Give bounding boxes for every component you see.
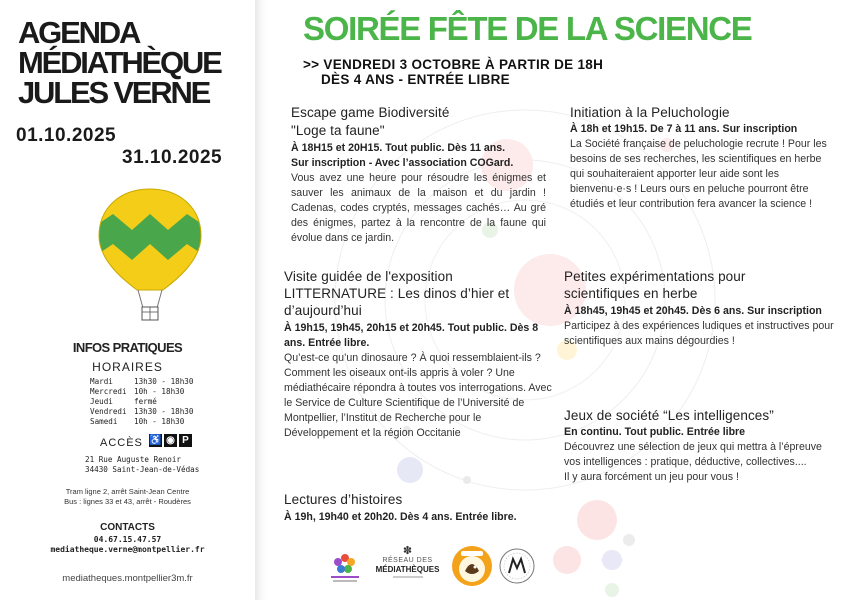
university-logo xyxy=(499,548,535,584)
event-subtitle xyxy=(303,57,603,87)
event-lectures xyxy=(284,491,559,525)
event-title-line: d’aujourd’hui xyxy=(284,303,362,318)
hours-row xyxy=(90,417,193,427)
agenda-title-line-2: MÉDIATHÈQUE xyxy=(18,45,221,80)
event-peluchologie xyxy=(570,104,835,212)
event-description: La Société française de peluchologie recrute ! Pour les besoins de ses recherches, les scientifiques en herbe qui souhaiteraient apporter leur aide sont les bienvenu·e·s ! Leurs ours en peluche pourront être étudiés et leur contribution fera avancer la science ! xyxy=(570,138,827,210)
hours-day: Mardi xyxy=(90,377,113,386)
event-title-line: Visite guidée de l'exposition xyxy=(284,269,453,284)
hours-row xyxy=(90,387,193,397)
hours-day: Vendredi xyxy=(90,407,127,416)
reseau-star-icon: ✽ xyxy=(402,545,413,557)
parking-icon: P xyxy=(179,434,192,447)
tram-line: Tram ligne 2, arrêt Saint-Jean Centre xyxy=(65,487,190,496)
event-description: Participez à des expériences ludiques et instructives pour scientifiques aux mains dégourdies ! xyxy=(564,320,834,347)
left-panel xyxy=(0,0,255,600)
event-title-line: "Loge ta faune" xyxy=(291,123,385,138)
event-escape-game xyxy=(291,104,546,246)
agenda-title-line-3: JULES VERNE xyxy=(18,75,210,110)
horaires-title: HORAIRES xyxy=(92,360,163,374)
address xyxy=(85,455,199,475)
cogard-logo xyxy=(451,545,493,587)
hours-table xyxy=(90,377,193,427)
hours-time: 10h - 18h30 xyxy=(134,417,185,426)
hours-day: Jeudi xyxy=(90,397,113,406)
event-info: À 19h, 19h40 et 20h20. Dès 4 ans. Entrée libre. xyxy=(284,511,517,523)
transport-info xyxy=(0,487,255,507)
event-description: Vous avez une heure pour résoudre les énigmes et sauver les animaux de la maison et du jardin ! Cadenas, codes cryptés, messages cachés… Au gré des énigmes, partez à la rencontre de la faune qui évolue dans ce jardin. xyxy=(291,172,546,244)
hours-row xyxy=(90,407,193,417)
event-description: Découvrez une sélection de jeux qui mettra à l’épreuve vos intelligences : pratique, déductive, collectives.... xyxy=(564,441,822,468)
phone-number[interactable]: 04.67.15.47.57 xyxy=(93,535,162,544)
date-end: 31.10.2025 xyxy=(122,147,223,168)
event-jeux-de-societe xyxy=(564,407,839,485)
event-info: À 18h45, 19h45 et 20h45. Dès 6 ans. Sur inscription xyxy=(564,305,822,317)
hot-air-balloon-illustration xyxy=(95,186,205,326)
reseau-mediatheques-logo xyxy=(370,546,445,578)
hours-row xyxy=(90,397,193,407)
bus-line: Bus : lignes 33 et 43, arrêt - Roudères xyxy=(64,497,191,506)
event-description: Qu’est-ce qu’un dinosaure ? À quoi ressemblaient-ils ? Comment les oiseaux ont-ils appris à voler ? Une médiathécaire répondra à toutes vos interrogations. Avec le Service de Culture Scientifique de l’Université de Montpellier, l’Institut de Recherche pour le Développement et la région Occitanie xyxy=(284,352,552,439)
event-title-line: Lectures d’histoires xyxy=(284,492,403,507)
event-info: Sur inscription - Avec l’association COGard. xyxy=(291,157,514,169)
address-line-1: 21 Rue Auguste Renoir xyxy=(85,455,182,464)
event-description: Il y aura forcément un jeu pour vous ! xyxy=(564,471,739,483)
wifi-icon: ◉ xyxy=(164,434,177,447)
hours-time: 13h30 - 18h30 xyxy=(134,407,194,416)
event-title-line: LITTERNATURE : Les dinos d’hier et xyxy=(284,286,510,301)
page-fold xyxy=(255,0,267,600)
event-title-line: Escape game Biodiversité xyxy=(291,105,450,120)
event-info: En continu. Tout public. Entrée libre xyxy=(564,426,746,438)
event-date-line: >> VENDREDI 3 OCTOBRE À PARTIR DE 18H xyxy=(303,57,604,72)
event-experimentations xyxy=(564,268,834,349)
right-panel xyxy=(267,0,850,600)
acces-title: ACCÈS xyxy=(100,437,143,449)
montpellier-metropole-logo xyxy=(327,546,363,586)
accessibility-icons xyxy=(149,434,192,447)
hours-time: 10h - 18h30 xyxy=(134,387,185,396)
hours-row xyxy=(90,377,193,387)
website-link[interactable]: mediatheques.montpellier3m.fr xyxy=(62,573,193,584)
event-title-line: Jeux de société “Les intelligences” xyxy=(564,408,774,423)
event-info: À 19h15, 19h45, 20h15 et 20h45. Tout public. Dès 8 ans. Entrée libre. xyxy=(284,322,539,349)
event-visite-guidee xyxy=(284,268,554,441)
hours-day: Samedi xyxy=(90,417,118,426)
agenda-title xyxy=(18,15,253,110)
hours-time: fermé xyxy=(134,397,157,406)
hours-day: Mercredi xyxy=(90,387,127,396)
event-title-line: scientifiques en herbe xyxy=(564,286,698,301)
reseau-logo-line-1: RÉSEAU DES xyxy=(382,557,433,564)
event-title-line: Initiation à la Peluchologie xyxy=(570,105,730,120)
event-title-line: Petites expérimentations pour xyxy=(564,269,746,284)
reseau-logo-line-2: MÉDIATHÈQUES xyxy=(375,565,440,574)
address-line-2: 34430 Saint-Jean-de-Védas xyxy=(85,465,200,474)
agenda-title-line-1: AGENDA xyxy=(18,15,140,50)
wheelchair-icon: ♿ xyxy=(149,435,162,446)
event-title: SOIRÉE FÊTE DE LA SCIENCE xyxy=(303,10,752,47)
contacts-title: CONTACTS xyxy=(100,522,155,533)
hours-time: 13h30 - 18h30 xyxy=(134,377,194,386)
infos-pratiques-title: INFOS PRATIQUES xyxy=(72,340,183,355)
event-info: À 18H15 et 20H15. Tout public. Dès 11 ans. xyxy=(291,142,506,154)
email-link[interactable]: mediatheque.verne@montpellier.fr xyxy=(50,545,205,554)
date-start: 01.10.2025 xyxy=(16,125,117,146)
event-info: À 18h et 19h15. De 7 à 11 ans. Sur inscription xyxy=(570,123,798,135)
event-age-line: DÈS 4 ANS - ENTRÉE LIBRE xyxy=(321,72,510,87)
